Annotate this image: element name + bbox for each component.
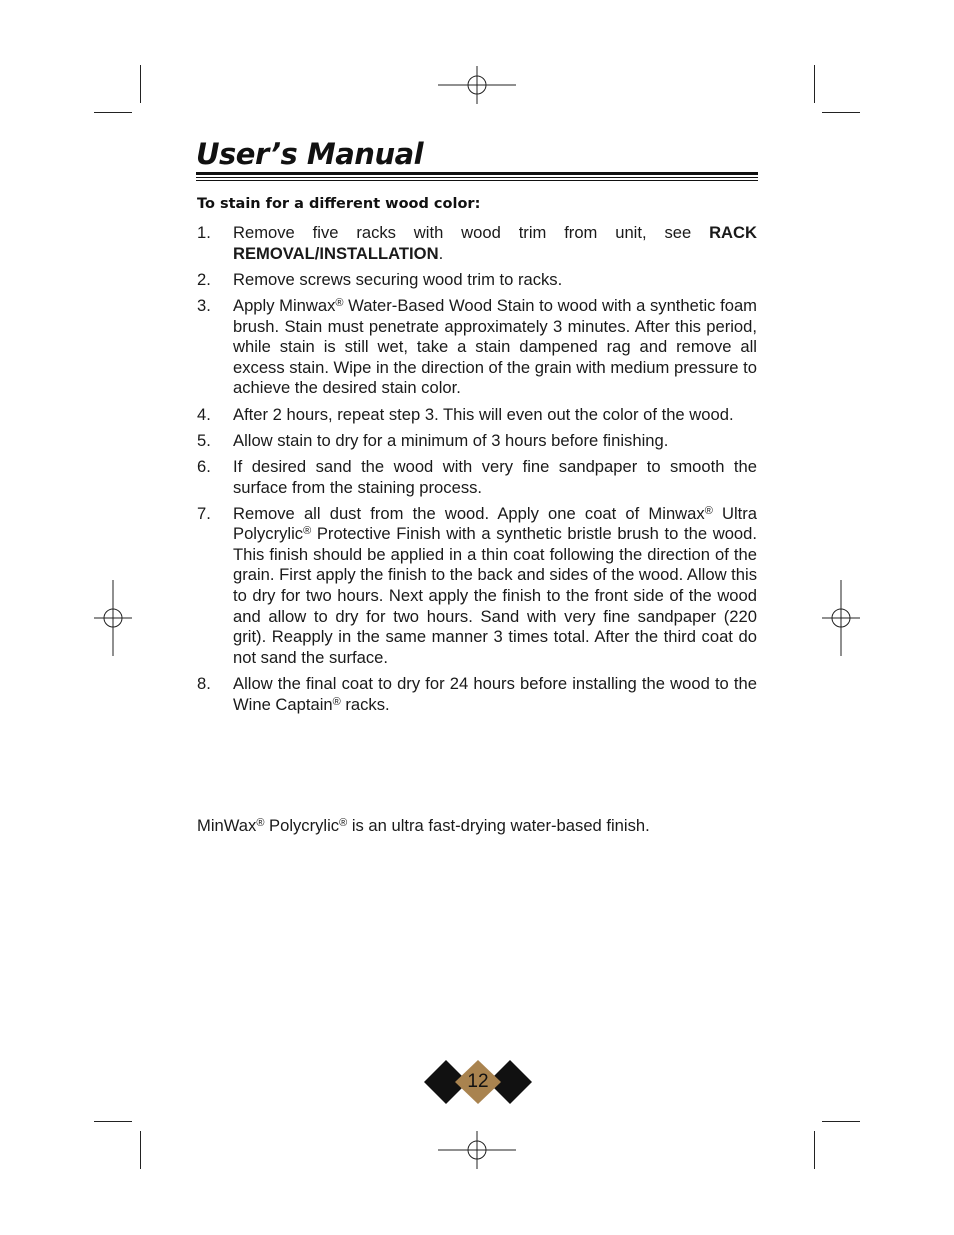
section-reference: RACK REMOVAL/INSTALLATION <box>233 223 757 263</box>
page-number: 12 <box>467 1071 489 1092</box>
step-text-segment: Ultra Polycrylic <box>233 503 757 544</box>
step-text-segment: Allow the final coat to dry for 24 hours before installing the wood to the Wine Captain <box>233 674 757 714</box>
step-item <box>197 405 757 426</box>
note-text-segment: is an ultra fast-drying water-based finish. <box>347 816 650 835</box>
step-number: 6. <box>197 456 211 476</box>
finish-note <box>197 815 757 836</box>
note-text-segment: Polycrylic <box>264 816 340 835</box>
section-heading: To stain for a different wood color: <box>197 196 481 212</box>
registered-mark: ® <box>256 817 265 829</box>
step-item <box>197 296 757 399</box>
crop-mark <box>814 1131 815 1169</box>
step-text-segment: After 2 hours, repeat step 3. This will even out the color of the wood. <box>233 404 734 424</box>
step-text-segment: Apply Minwax <box>233 295 336 315</box>
crop-mark <box>814 65 815 103</box>
step-text-segment: Allow stain to dry for a minimum of 3 hours before finishing. <box>233 430 669 450</box>
registered-mark: ® <box>704 504 713 517</box>
step-text <box>233 270 757 291</box>
step-number: 5. <box>197 430 211 450</box>
step-number: 3. <box>197 295 211 315</box>
registered-mark: ® <box>303 525 312 538</box>
title-rule <box>196 177 758 178</box>
step-number: 8. <box>197 674 211 694</box>
step-text <box>233 504 757 669</box>
step-text-segment: Remove screws securing wood trim to racks. <box>233 269 563 289</box>
step-number: 1. <box>197 223 211 242</box>
registered-mark: ® <box>332 695 341 708</box>
registration-mark-icon <box>822 580 860 656</box>
crop-mark <box>140 65 141 103</box>
step-text <box>233 457 757 498</box>
step-text-segment: Remove five racks with wood trim from unit, see <box>233 223 710 242</box>
registration-mark-icon <box>94 580 132 656</box>
step-text <box>233 296 757 399</box>
step-text <box>233 674 757 715</box>
crop-mark <box>822 112 860 113</box>
step-item <box>197 270 757 291</box>
step-text <box>233 431 757 452</box>
crop-mark <box>140 1131 141 1169</box>
step-text-segment: Remove all dust from the wood. Apply one coat of Minwax <box>233 503 705 523</box>
step-item <box>197 504 757 669</box>
registration-mark-icon <box>438 66 516 104</box>
step-number: 4. <box>197 404 211 424</box>
registered-mark: ® <box>339 817 348 829</box>
crop-mark <box>822 1121 860 1122</box>
crop-mark <box>94 112 132 113</box>
step-item <box>197 431 757 452</box>
step-text-segment: Water-Based Wood Stain to wood with a synthetic foam brush. Stain must penetrate approximately 3 minutes. After this period, while stain is still wet, take a stain dampened rag and remove all excess stain. Wipe in the direction of the grain with medium pressure to achieve the desired stain color. <box>233 295 757 398</box>
note-text-segment: MinWax <box>197 816 257 835</box>
steps-list <box>197 223 757 721</box>
step-text-segment: If desired sand the wood with very fine sandpaper to smooth the surface from the staining process. <box>233 456 757 497</box>
title-rule <box>196 180 758 181</box>
step-text-segment: racks. <box>340 694 390 714</box>
page-number-badge <box>424 1060 532 1104</box>
step-text-segment: Protective Finish with a synthetic bristle brush to the wood. This finish should be applied in a thin coat following the direction of the grain. First apply the finish to the back and sides of the wood. Allow this to dry for two hours. Next apply the finish to the front side of the wood and allow to dry for two hours. Sand with very fine sandpaper (220 grit). Reapply in the same manner 3 times total. After the third coat do not sand the surface. <box>233 524 757 667</box>
step-item <box>197 674 757 715</box>
title-rule <box>196 172 758 175</box>
crop-mark <box>94 1121 132 1122</box>
step-number: 7. <box>197 503 211 523</box>
step-item <box>197 457 757 498</box>
step-number: 2. <box>197 269 211 289</box>
registered-mark: ® <box>335 296 344 309</box>
step-item <box>197 223 757 264</box>
step-text <box>233 223 757 264</box>
page-title: User’s Manual <box>196 137 424 171</box>
registration-mark-icon <box>438 1131 516 1169</box>
step-text <box>233 405 757 426</box>
step-text-segment: . <box>438 243 444 263</box>
